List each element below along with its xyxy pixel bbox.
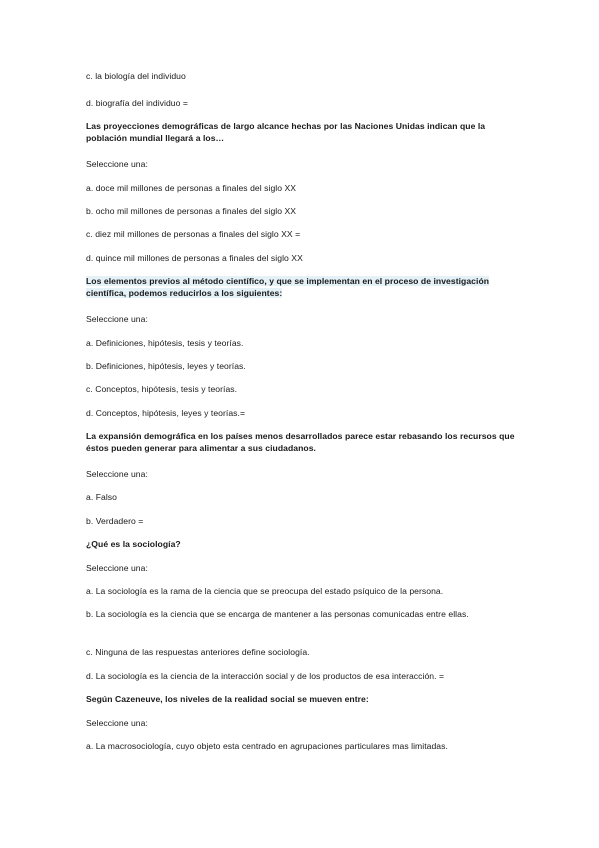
question-text: Las proyecciones demográficas de largo alcance hechas por las Naciones Unidas indican que la población mundial llegará a los…: [86, 121, 486, 143]
question-text: ¿Qué es la sociología?: [86, 539, 181, 549]
answer-option: d. biografía del individuo =: [86, 98, 188, 108]
answer-option: c. Conceptos, hipótesis, tesis y teorías.: [86, 384, 238, 394]
answer-option: d. La sociología es la ciencia de la interacción social y de los productos de esa interacción. =: [86, 671, 445, 681]
select-prompt: Seleccione una:: [86, 159, 148, 169]
question-text: La expansión demográfica en los países menos desarrollados parece estar rebasando los recursos que éstos pueden generar para alimentar a sus ciudadanos.: [86, 431, 515, 453]
highlighted-question: Los elementos previos al método científico, y que se implementan en el proceso de investigación científica, podemos reducirlos a los siguientes:: [86, 276, 490, 298]
question-text: Según Cazeneuve, los niveles de la realidad social se mueven entre:: [86, 694, 369, 704]
select-prompt: Seleccione una:: [86, 718, 148, 728]
answer-option: d. quince mil millones de personas a finales del siglo XX: [86, 253, 303, 263]
answer-option: a. Definiciones, hipótesis, tesis y teorías.: [86, 338, 244, 348]
answer-option: c. Ninguna de las respuestas anteriores define sociología.: [86, 647, 310, 657]
answer-option: a. La macrosociología, cuyo objeto esta centrado en agrupaciones particulares mas limitadas.: [86, 741, 448, 751]
question-text-highlighted: [86, 275, 526, 299]
select-prompt: Seleccione una:: [86, 314, 148, 324]
answer-option: d. Conceptos, hipótesis, leyes y teorías.=: [86, 408, 246, 418]
answer-option: a. Falso: [86, 492, 117, 502]
answer-option: b. La sociología es la ciencia que se encarga de mantener a las personas comunicadas entre ellas.: [86, 609, 469, 619]
answer-option: c. diez mil millones de personas a finales del siglo XX =: [86, 229, 301, 239]
answer-option: b. Verdadero =: [86, 516, 144, 526]
answer-option: b. Definiciones, hipótesis, leyes y teorías.: [86, 361, 246, 371]
select-prompt: Seleccione una:: [86, 469, 148, 479]
answer-option: a. doce mil millones de personas a finales del siglo XX: [86, 183, 297, 193]
select-prompt: Seleccione una:: [86, 563, 148, 573]
answer-option: c. la biología del individuo: [86, 71, 186, 81]
answer-option: a. La sociología es la rama de la ciencia que se preocupa del estado psíquico de la persona.: [86, 586, 444, 596]
answer-option: b. ocho mil millones de personas a finales del siglo XX: [86, 206, 297, 216]
